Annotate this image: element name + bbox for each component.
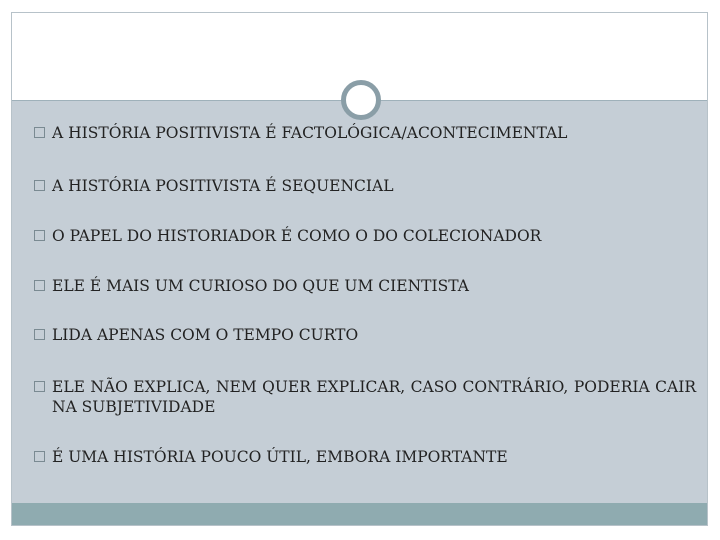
bullet-text: O PAPEL DO HISTORIADOR É COMO O DO COLECIONADOR — [52, 227, 542, 245]
bullet-item — [34, 226, 696, 246]
footer-bar — [12, 503, 707, 525]
slide — [11, 12, 708, 526]
bullet-item — [34, 377, 696, 417]
slide-content — [12, 101, 707, 503]
circle-ornament — [341, 80, 381, 120]
bullet-item — [34, 123, 696, 143]
square-bullet-icon — [34, 280, 45, 291]
bullet-text: É UMA HISTÓRIA POUCO ÚTIL, EMBORA IMPORTANTE — [52, 448, 508, 466]
bullet-text: ELE É MAIS UM CURIOSO DO QUE UM CIENTISTA — [52, 277, 469, 295]
square-bullet-icon — [34, 180, 45, 191]
bullet-item — [34, 447, 696, 467]
square-bullet-icon — [34, 230, 45, 241]
bullet-item — [34, 325, 696, 345]
square-bullet-icon — [34, 451, 45, 462]
square-bullet-icon — [34, 329, 45, 340]
bullet-item — [34, 176, 696, 196]
bullet-item — [34, 276, 696, 296]
bullet-text: LIDA APENAS COM O TEMPO CURTO — [52, 326, 359, 344]
bullet-text: A HISTÓRIA POSITIVISTA É SEQUENCIAL — [52, 177, 394, 195]
bullet-text: ELE NÃO EXPLICA, NEM QUER EXPLICAR, CASO CONTRÁRIO, PODERIA CAIR NA SUBJETIVIDADE — [52, 378, 696, 416]
square-bullet-icon — [34, 381, 45, 392]
square-bullet-icon — [34, 127, 45, 138]
bullet-text: A HISTÓRIA POSITIVISTA É FACTOLÓGICA/ACONTECIMENTAL — [52, 124, 568, 142]
